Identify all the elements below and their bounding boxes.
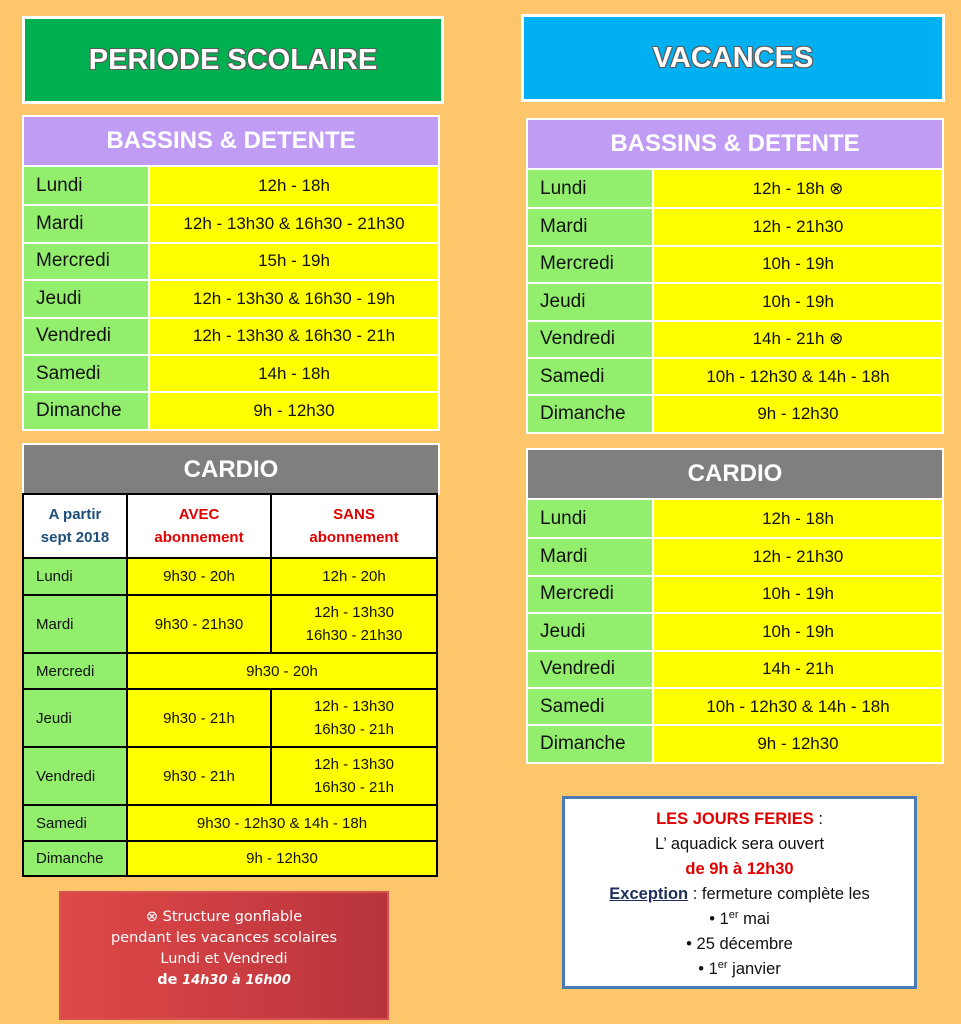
day-cell: Lundi bbox=[528, 500, 654, 537]
day-cell: Mercredi bbox=[528, 247, 654, 282]
feries-title: LES JOURS FERIES bbox=[656, 810, 814, 828]
vacances-title: VACANCES bbox=[652, 41, 814, 74]
table-row bbox=[528, 170, 942, 207]
table-row bbox=[24, 204, 438, 241]
sans-line1: SANS bbox=[333, 506, 375, 523]
table-row bbox=[528, 650, 942, 687]
sans-cell bbox=[271, 689, 437, 747]
hours-cell: 10h - 19h bbox=[654, 577, 942, 612]
all-cell: 9h30 - 12h30 & 14h - 18h bbox=[127, 805, 437, 841]
gonflable-line4-prefix: de bbox=[157, 971, 178, 988]
feries-item-3 bbox=[565, 957, 914, 982]
scolaire-cardio-table bbox=[22, 493, 438, 877]
hours-cell: 10h - 19h bbox=[654, 284, 942, 319]
sans-line1: 12h - 13h30 bbox=[313, 756, 395, 773]
avec-cell: 9h30 - 21h bbox=[127, 689, 271, 747]
feries-exception-text: : fermeture complète les bbox=[688, 885, 870, 903]
day-cell: Dimanche bbox=[528, 396, 654, 431]
gonflable-line4 bbox=[61, 970, 387, 991]
sans-line2: 16h30 - 21h bbox=[313, 721, 395, 738]
gonflable-line3: Lundi et Vendredi bbox=[160, 950, 288, 967]
feries-title-line bbox=[565, 807, 914, 832]
vacances-cardio-rows bbox=[528, 500, 942, 762]
hours-cell: 12h - 18h bbox=[654, 500, 942, 537]
period-line2: sept 2018 bbox=[40, 529, 110, 546]
feries-exception-label: Exception bbox=[609, 885, 689, 903]
sans-line1: 12h - 13h30 bbox=[313, 604, 395, 621]
item3-post: janvier bbox=[727, 960, 781, 978]
avec-cell: 9h30 - 20h bbox=[127, 558, 271, 595]
day-cell: Lundi bbox=[23, 558, 127, 595]
item1-sup: er bbox=[728, 909, 739, 921]
day-cell: Vendredi bbox=[23, 747, 127, 805]
hours-cell: 12h - 21h30 bbox=[654, 209, 942, 244]
avec-line2: abonnement bbox=[154, 529, 244, 546]
table-row bbox=[528, 612, 942, 649]
day-cell: Mardi bbox=[528, 209, 654, 244]
hours-cell: 12h - 18h bbox=[150, 167, 438, 204]
day-cell: Mercredi bbox=[24, 244, 150, 279]
avec-cell: 9h30 - 21h30 bbox=[127, 595, 271, 653]
feries-item-2: • 25 décembre bbox=[686, 935, 793, 953]
table-row bbox=[23, 653, 437, 689]
hours-cell: 15h - 19h bbox=[150, 244, 438, 279]
table-row bbox=[24, 391, 438, 428]
day-cell: Vendredi bbox=[24, 319, 150, 354]
day-cell: Mercredi bbox=[528, 577, 654, 612]
cardio-col-period bbox=[23, 494, 127, 558]
hours-cell: 10h - 19h bbox=[654, 614, 942, 649]
table-row bbox=[528, 687, 942, 724]
feries-line2: L’ aquadick sera ouvert bbox=[654, 835, 825, 853]
sans-line2: abonnement bbox=[309, 529, 399, 546]
day-cell: Jeudi bbox=[528, 284, 654, 319]
table-row bbox=[528, 724, 942, 761]
feries-line3: de 9h à 12h30 bbox=[685, 860, 794, 878]
hours-cell: 9h - 12h30 bbox=[654, 726, 942, 761]
cardio-header-row bbox=[23, 494, 437, 558]
avec-line1: AVEC bbox=[178, 506, 220, 523]
day-cell: Mardi bbox=[23, 595, 127, 653]
day-cell: Mardi bbox=[528, 539, 654, 574]
table-row bbox=[23, 558, 437, 595]
day-cell: Jeudi bbox=[23, 689, 127, 747]
item1-post: mai bbox=[738, 910, 770, 928]
gonflable-notice bbox=[59, 891, 389, 1020]
table-row bbox=[528, 320, 942, 357]
table-row bbox=[23, 747, 437, 805]
vacances-cardio-header: CARDIO bbox=[528, 450, 942, 500]
day-cell: Dimanche bbox=[24, 393, 150, 428]
day-cell: Samedi bbox=[528, 359, 654, 394]
day-cell: Samedi bbox=[528, 689, 654, 724]
sans-cell bbox=[271, 595, 437, 653]
day-cell: Vendredi bbox=[528, 652, 654, 687]
hours-cell: 9h - 12h30 bbox=[150, 393, 438, 428]
day-cell: Dimanche bbox=[528, 726, 654, 761]
table-row bbox=[24, 354, 438, 391]
hours-cell: 12h - 18h ⊗ bbox=[654, 170, 942, 207]
day-cell: Lundi bbox=[528, 170, 654, 207]
table-row bbox=[528, 394, 942, 431]
hours-cell: 9h - 12h30 bbox=[654, 396, 942, 431]
feries-title-colon: : bbox=[813, 810, 823, 828]
gonflable-line1: ⊗ Structure gonflable bbox=[145, 908, 303, 925]
day-cell: Lundi bbox=[24, 167, 150, 204]
hours-cell: 10h - 12h30 & 14h - 18h bbox=[654, 689, 942, 724]
gonflable-line4-time: 14h30 à 16h00 bbox=[182, 972, 291, 988]
day-cell: Jeudi bbox=[24, 281, 150, 316]
cardio-col-avec bbox=[127, 494, 271, 558]
table-row bbox=[528, 245, 942, 282]
table-row bbox=[23, 841, 437, 876]
day-cell: Mardi bbox=[24, 206, 150, 241]
avec-cell: 9h30 - 21h bbox=[127, 747, 271, 805]
vacances-bassins-rows bbox=[528, 170, 942, 432]
day-cell: Dimanche bbox=[23, 841, 127, 876]
hours-cell: 10h - 12h30 & 14h - 18h bbox=[654, 359, 942, 394]
hours-cell: 14h - 18h bbox=[150, 356, 438, 391]
vacances-banner bbox=[521, 14, 945, 102]
day-cell: Jeudi bbox=[528, 614, 654, 649]
table-row bbox=[24, 317, 438, 354]
table-row bbox=[23, 595, 437, 653]
table-row bbox=[24, 167, 438, 204]
item3-sup: er bbox=[717, 959, 728, 971]
all-cell: 9h - 12h30 bbox=[127, 841, 437, 876]
day-cell: Vendredi bbox=[528, 322, 654, 357]
feries-exception-line bbox=[565, 882, 914, 907]
table-row bbox=[24, 242, 438, 279]
vacances-bassins-table bbox=[526, 118, 944, 434]
vacances-bassins-header: BASSINS & DETENTE bbox=[528, 120, 942, 170]
day-cell: Samedi bbox=[24, 356, 150, 391]
table-row bbox=[528, 282, 942, 319]
table-row bbox=[528, 207, 942, 244]
item1-pre: • 1 bbox=[709, 910, 729, 928]
periode-scolaire-title: PERIODE SCOLAIRE bbox=[88, 43, 378, 76]
scolaire-cardio-heading bbox=[22, 443, 440, 495]
jours-feries-notice bbox=[562, 796, 917, 989]
sans-line2: 16h30 - 21h30 bbox=[305, 627, 403, 644]
table-row bbox=[528, 537, 942, 574]
scolaire-bassins-table bbox=[22, 115, 440, 431]
sans-cell: 12h - 20h bbox=[271, 558, 437, 595]
scolaire-cardio-header: CARDIO bbox=[24, 445, 438, 495]
scolaire-bassins-rows bbox=[24, 167, 438, 429]
hours-cell: 12h - 21h30 bbox=[654, 539, 942, 574]
table-row bbox=[528, 575, 942, 612]
hours-cell: 14h - 21h bbox=[654, 652, 942, 687]
item3-pre: • 1 bbox=[698, 960, 718, 978]
cardio-col-sans bbox=[271, 494, 437, 558]
vacances-cardio-table bbox=[526, 448, 944, 764]
sans-cell bbox=[271, 747, 437, 805]
hours-cell: 14h - 21h ⊗ bbox=[654, 322, 942, 357]
day-cell: Samedi bbox=[23, 805, 127, 841]
gonflable-line2: pendant les vacances scolaires bbox=[110, 929, 338, 946]
hours-cell: 12h - 13h30 & 16h30 - 21h bbox=[150, 319, 438, 354]
hours-cell: 10h - 19h bbox=[654, 247, 942, 282]
table-row bbox=[528, 357, 942, 394]
sans-line2: 16h30 - 21h bbox=[313, 779, 395, 796]
periode-scolaire-banner bbox=[22, 16, 444, 104]
hours-cell: 12h - 13h30 & 16h30 - 21h30 bbox=[150, 206, 438, 241]
all-cell: 9h30 - 20h bbox=[127, 653, 437, 689]
day-cell: Mercredi bbox=[23, 653, 127, 689]
feries-item-1 bbox=[565, 907, 914, 932]
table-row bbox=[23, 689, 437, 747]
table-row bbox=[528, 500, 942, 537]
table-row bbox=[23, 805, 437, 841]
hours-cell: 12h - 13h30 & 16h30 - 19h bbox=[150, 281, 438, 316]
scolaire-bassins-header: BASSINS & DETENTE bbox=[24, 117, 438, 167]
period-line1: A partir bbox=[48, 506, 102, 523]
table-row bbox=[24, 279, 438, 316]
sans-line1: 12h - 13h30 bbox=[313, 698, 395, 715]
